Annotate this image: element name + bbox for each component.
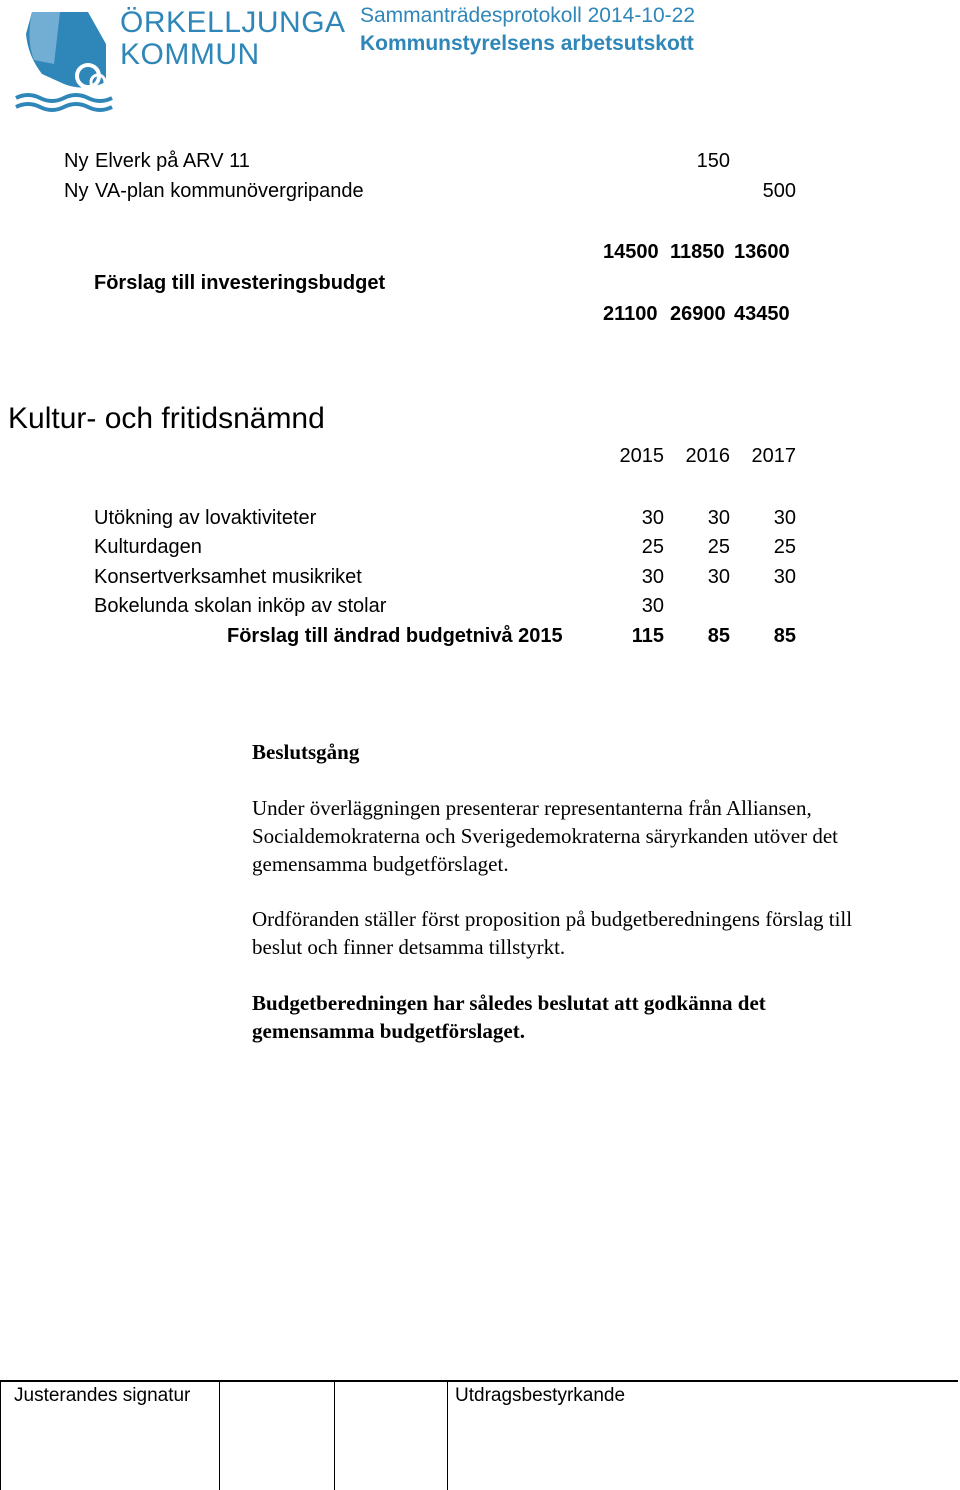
utdragsbestyrkande-label: Utdragsbestyrkande bbox=[455, 1385, 626, 1406]
invest-proposal-label: Förslag till investeringsbudget bbox=[94, 272, 386, 294]
document-title: Sammanträdesprotokoll 2014-10-22 bbox=[360, 4, 696, 27]
kultur-total-2017: 85 bbox=[773, 625, 796, 647]
invest-proposal-2015: 21100 bbox=[603, 303, 658, 325]
kultur-row-2015: 30 bbox=[641, 566, 664, 588]
kultur-row-label: Konsertverksamhet musikriket bbox=[94, 566, 362, 588]
beslut-decision-line: gemensamma budgetförslaget. bbox=[252, 1019, 525, 1043]
section-heading: Kultur- och fritidsnämnd bbox=[8, 402, 325, 435]
invest-row-value: 500 bbox=[762, 180, 796, 202]
invest-total-2015: 14500 bbox=[603, 241, 659, 263]
beslut-paragraph-line: Under överläggningen presenterar representanterna från Alliansen, bbox=[252, 796, 812, 820]
invest-row-label: VA-plan kommunövergripande bbox=[95, 180, 364, 202]
footer-divider bbox=[0, 1380, 958, 1382]
kultur-row-2015: 25 bbox=[641, 536, 664, 558]
logo-text-line2: KOMMUN bbox=[120, 38, 260, 71]
beslut-paragraph-line: Ordföranden ställer först proposition på budgetberedningens förslag till bbox=[252, 907, 853, 931]
justerandes-signatur-label: Justerandes signatur bbox=[14, 1385, 191, 1406]
kultur-row-2017: 30 bbox=[773, 566, 796, 588]
document-subtitle: Kommunstyrelsens arbetsutskott bbox=[360, 32, 694, 55]
footer-column-divider bbox=[0, 1380, 1, 1490]
year-header-2017: 2017 bbox=[751, 445, 796, 467]
kultur-row-2016: 30 bbox=[707, 507, 730, 529]
invest-total-2016: 11850 bbox=[670, 241, 725, 263]
kultur-row-2015: 30 bbox=[641, 507, 664, 529]
kultur-total-label: Förslag till ändrad budgetnivå 2015 bbox=[227, 625, 563, 647]
kultur-total-2015: 115 bbox=[631, 625, 664, 647]
invest-row-label: Elverk på ARV 11 bbox=[95, 150, 250, 172]
kultur-row-2016: 30 bbox=[707, 566, 730, 588]
footer-column-divider bbox=[219, 1380, 220, 1490]
year-header-2015: 2015 bbox=[619, 445, 664, 467]
logo-text-line1: ÖRKELLJUNGA bbox=[120, 6, 346, 39]
invest-row-prefix: Ny bbox=[64, 180, 89, 202]
kultur-row-label: Bokelunda skolan inköp av stolar bbox=[94, 595, 387, 617]
kultur-row-2017: 30 bbox=[773, 507, 796, 529]
beslut-heading: Beslutsgång bbox=[252, 740, 360, 764]
invest-proposal-2017: 43450 bbox=[734, 303, 790, 325]
kultur-row-2015: 30 bbox=[641, 595, 664, 617]
footer-column-divider bbox=[447, 1380, 448, 1490]
beslut-paragraph-line: Socialdemokraterna och Sverigedemokraterna säryrkanden utöver det bbox=[252, 824, 839, 848]
invest-row-prefix: Ny bbox=[64, 150, 89, 172]
year-header-2016: 2016 bbox=[685, 445, 730, 467]
invest-proposal-2016: 26900 bbox=[670, 303, 726, 325]
beslut-decision-line: Budgetberedningen har således beslutat att godkänna det bbox=[252, 991, 766, 1015]
kommun-logo-emblem bbox=[14, 4, 124, 114]
beslut-paragraph-line: gemensamma budgetförslaget. bbox=[252, 852, 509, 876]
beslut-paragraph-line: beslut och finner detsamma tillstyrkt. bbox=[252, 935, 566, 959]
invest-row-value: 150 bbox=[696, 150, 730, 172]
invest-total-2017: 13600 bbox=[734, 241, 790, 263]
kultur-total-2016: 85 bbox=[707, 625, 730, 647]
footer-column-divider bbox=[334, 1380, 335, 1490]
kultur-row-2017: 25 bbox=[773, 536, 796, 558]
kultur-row-label: Utökning av lovaktiviteter bbox=[94, 507, 317, 529]
kultur-row-label: Kulturdagen bbox=[94, 536, 202, 558]
kultur-row-2016: 25 bbox=[707, 536, 730, 558]
signature-footer bbox=[0, 1380, 960, 1490]
